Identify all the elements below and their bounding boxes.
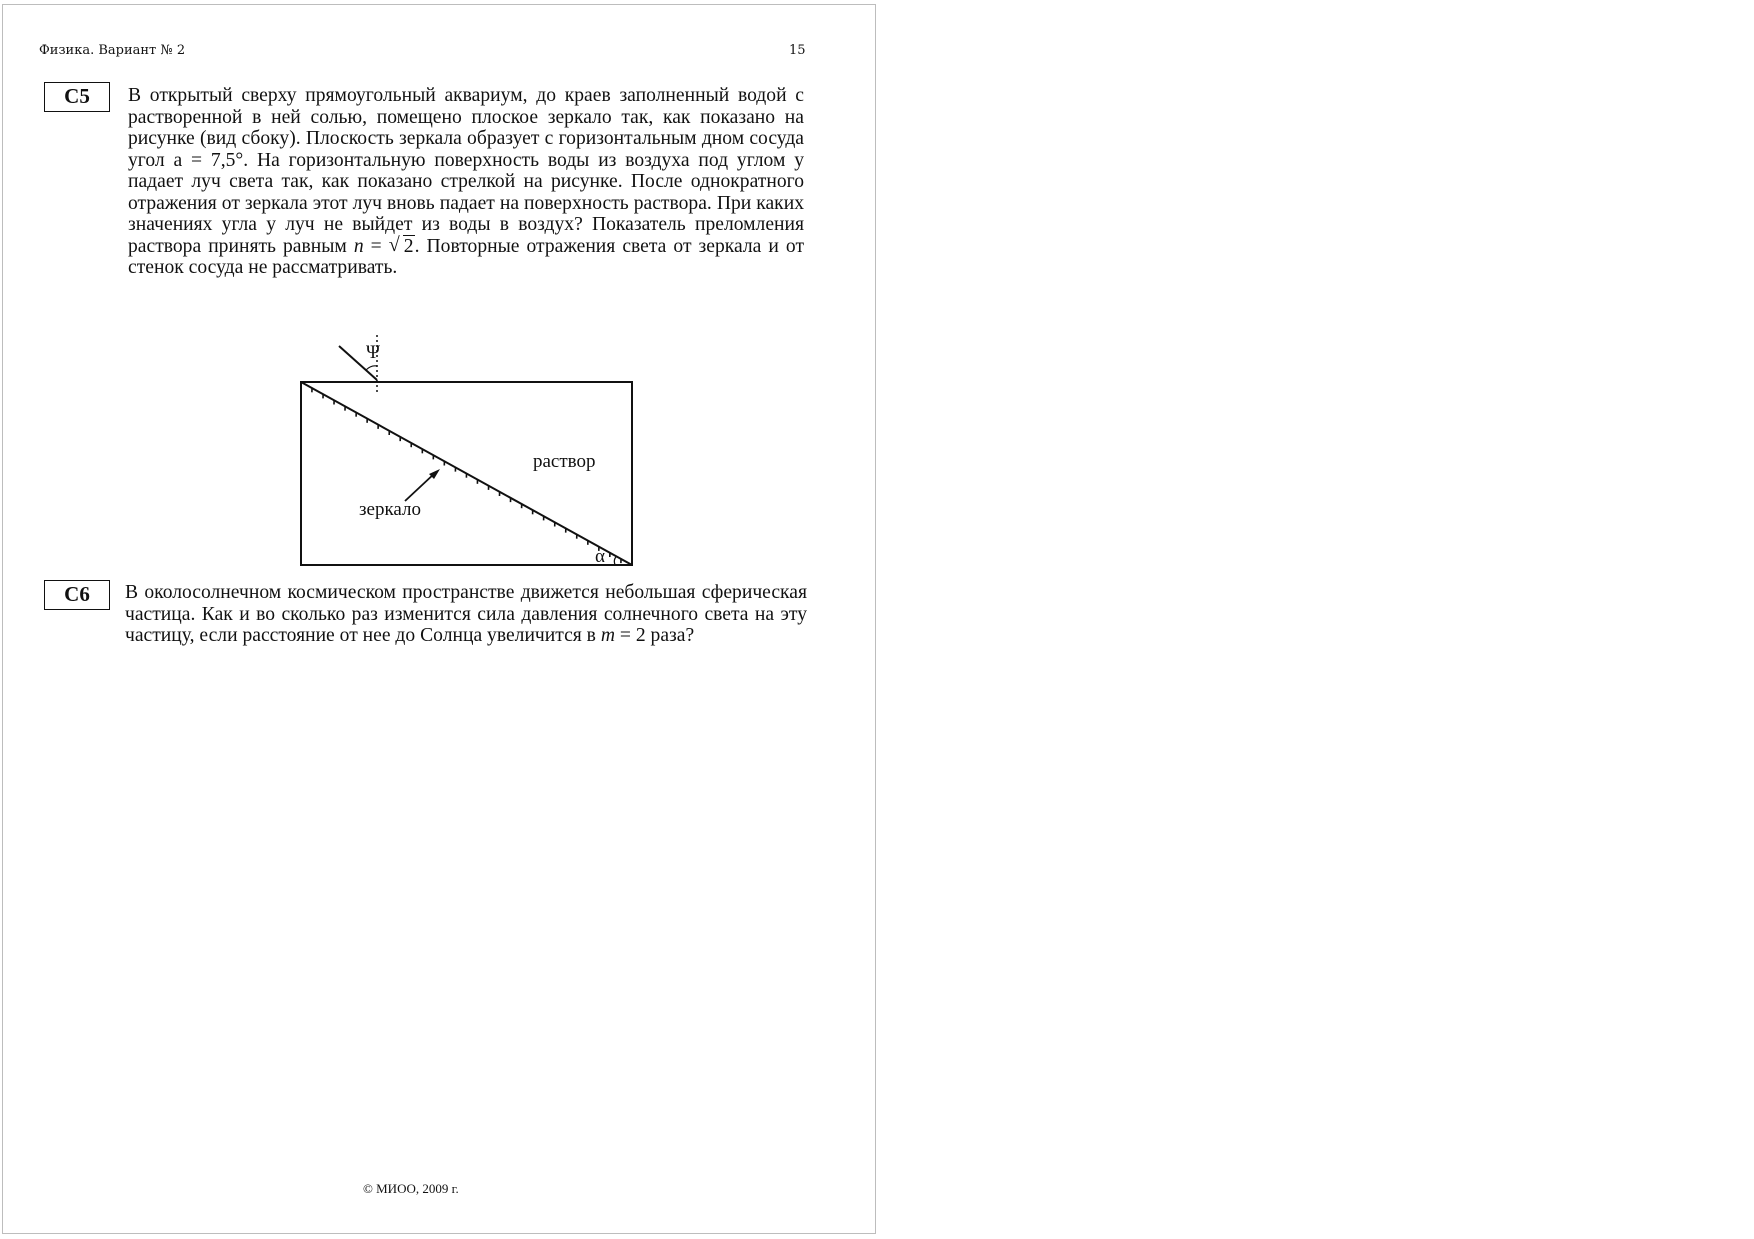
alpha-label: α [595, 546, 605, 567]
sqrt-argument: 2 [403, 235, 414, 257]
page-number: 15 [789, 43, 806, 58]
task-c5-text-part2: . Повторные отражения света от зеркала и от стенок сосуда не рассматривать. [128, 235, 805, 278]
task-c6-text-part2: = 2 раза? [615, 625, 695, 646]
task-c5-text-part1: В открытый сверху прямоугольный аквариум, до краев заполненный водой с растворенной в ней солью, помещено плоское зеркало так, как показано на рисунке (вид сбоку). Плоскость зеркала образует с горизонтальным дном сосуда угол a = 7,5°. На горизонтальную поверхность воды из воздуха под углом y падает луч света так, как показано стрелкой на рисунке. После однократного отражения от зеркала этот луч вновь падает на поверхность раствора. При каких значениях угла y луч не выйдет из воды в воздух? Показатель преломления раствора принять равным [128, 85, 804, 257]
refraction-index-var: n [353, 235, 364, 257]
task-text-c5 [128, 85, 804, 279]
header-title: Физика. Вариант № 2 [39, 43, 186, 58]
mirror-label: зеркало [359, 499, 421, 520]
task-label-c5: С5 [44, 82, 110, 112]
task-label-c6: С6 [44, 580, 110, 610]
psi-label: Ψ [366, 342, 381, 363]
task-c6-text-part1: В околосолнечном космическом пространстве движется небольшая сферическая частица. Как и во сколько раз изменится сила давления солнечного света на эту частицу, если расстояние от нее до Солнца увеличится в [125, 582, 807, 646]
sqrt-expression [388, 233, 415, 258]
solution-label: раствор [533, 451, 596, 472]
mirror-pointer-arrow [405, 473, 435, 501]
distance-factor-var: m [600, 625, 615, 646]
footer-copyright: © МИОО, 2009 г. [363, 1181, 459, 1196]
sqrt-sign: √ [388, 233, 400, 256]
aquarium-figure [293, 333, 643, 569]
psi-angle-arc [366, 366, 377, 370]
document-page [2, 4, 876, 1234]
aquarium-diagram [293, 333, 643, 569]
equals-sign: = [363, 235, 389, 257]
task-text-c6 [125, 582, 807, 647]
